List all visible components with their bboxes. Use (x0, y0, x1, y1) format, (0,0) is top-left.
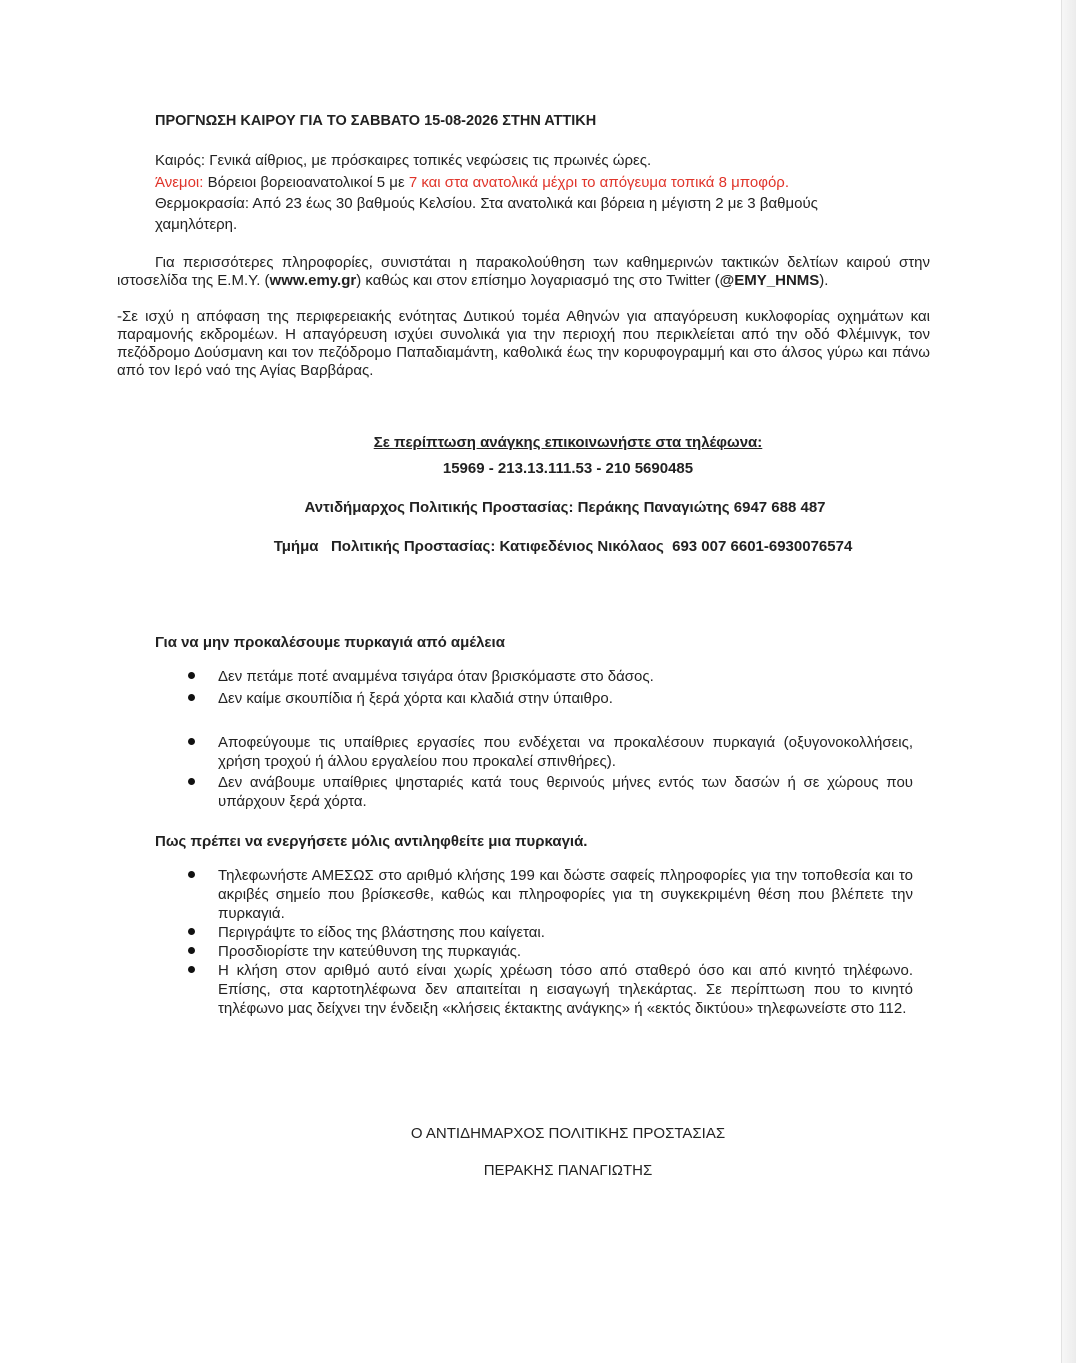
info-text-2: ) καθώς και στον επίσημο λογαριασμό της στο Twitter ( (356, 272, 720, 289)
bullet-icon (188, 947, 195, 954)
prevention-heading: Για να μην προκαλέσουμε πυρκαγιά από αμέλεια (155, 634, 505, 651)
emergency-heading: Σε περίπτωση ανάγκης επικοινωνήστε στα τηλέφωνα: (373, 434, 763, 451)
bullet-icon (188, 966, 195, 973)
action-heading: Πως πρέπει να ενεργήσετε μόλις αντιληφθείτε μια πυρκαγιά. (155, 833, 588, 850)
winds-label: Άνεμοι: (155, 174, 204, 191)
prevention-list-2 (0, 733, 913, 811)
list-item: Δεν ανάβουμε υπαίθριες ψησταριές κατά τους θερινούς μήνες εντός των δασών ή σε χώρους που υπάρχουν ξερά χόρτα. (0, 773, 913, 811)
info-text: Για περισσότερες πληροφορίες, συνιστάται η παρακολούθηση των καθημερινών τακτικών δελτίων καιρού στην ιστοσελίδα της Ε.Μ.Υ. ( (117, 254, 930, 289)
page-edge (1061, 0, 1076, 1363)
page-title: ΠΡΟΓΝΩΣΗ ΚΑΙΡΟΥ ΓΙΑ ΤΟ ΣΑΒΒΑΤΟ 15-08-2026 ΣΤΗΝ ΑΤΤΙΚΗ (155, 113, 597, 129)
bullet-icon (188, 738, 195, 745)
twitter-handle: @EMY_HNMS (719, 272, 820, 289)
list-item: Η κλήση στον αριθμό αυτό είναι χωρίς χρέωση τόσο από σταθερό όσο και από κινητό τηλέφωνο. Επίσης, στα καρτοτηλέφωνα δεν απαιτείται η εισαγωγή τηλεκάρτας. Σε περίπτωση που το κινητό τηλέφωνο μας δείχνει την ένδειξη «κλήσεις έκτακτης ανάγκης» ή «εκτός δικτύου» τηλεφωνείστε στο 112. (0, 961, 913, 1018)
list-item: Δεν καίμε σκουπίδια ή ξερά χόρτα και κλαδιά στην ύπαιθρο. (0, 689, 913, 708)
info-text-3: ). (819, 272, 829, 289)
winds-highlight: 7 και στα ανατολικά μέχρι το απόγευμα τοπικά 8 μποφόρ. (408, 174, 789, 191)
signature-name: ΠΕΡΑΚΗΣ ΠΑΝΑΓΙΩΤΗΣ (483, 1162, 653, 1179)
department-contact: Τμήμα Πολιτικής Προστασίας: Κατιφεδένιος Νικόλαος 693 007 6601-6930076574 (273, 538, 853, 555)
forecast-winds (155, 172, 789, 193)
signature-role: Ο ΑΝΤΙΔΗΜΑΡΧΟΣ ΠΟΛΙΤΙΚΗΣ ΠΡΟΣΤΑΣΙΑΣ (410, 1125, 726, 1142)
bullet-icon (188, 694, 195, 701)
action-list (0, 866, 913, 1018)
bullet-icon (188, 778, 195, 785)
ban-notice: -Σε ισχύ η απόφαση της περιφερειακής ενότητας Δυτικού τομέα Αθηνών για απαγόρευση κυκλοφορίας οχημάτων και παραμονής εκδρομέων. Η απαγόρευση ισχύει συνολικά για την περιοχή που περικλείεται από την οδό Φλέμινγκ, τον πεζόδρομο Δούσμανη και τον πεζόδρομο Παπαδιαμάντη, καθολικά έως την κορυφογραμμή και στο άλσος γύρω και πάνω από τον Ιερό ναό της Αγίας Βαρβάρας. (117, 308, 930, 379)
list-item: Περιγράψτε το είδος της βλάστησης που καίγεται. (0, 923, 913, 942)
list-item: Τηλεφωνήστε ΑΜΕΣΩΣ στο αριθμό κλήσης 199 και δώστε σαφείς πληροφορίες για την τοποθεσία και το ακριβές σημείο που βρίσκεσθε, καθώς και πληροφορίες για τη συγκεκριμένη θέση που βλέπετε την πυρκαγιά. (0, 866, 913, 923)
forecast-temperature: Θερμοκρασία: Από 23 έως 30 βαθμούς Κελσίου. Στα ανατολικά και βόρεια η μέγιστη 2 με 3 βαθμούς (155, 195, 818, 212)
forecast-weather: Καιρός: Γενικά αίθριος, με πρόσκαιρες τοπικές νεφώσεις τις πρωινές ώρες. (155, 152, 652, 169)
emergency-phones: 15969 - 213.13.111.53 - 210 5690485 (442, 460, 694, 477)
info-paragraph (117, 254, 930, 290)
forecast-temperature-cont: χαμηλότερη. (155, 216, 238, 233)
prevention-list-1 (0, 667, 913, 708)
list-item: Προσδιορίστε την κατεύθυνση της πυρκαγιάς. (0, 942, 913, 961)
bullet-icon (188, 672, 195, 679)
deputy-mayor-contact: Αντιδήμαρχος Πολιτικής Προστασίας: Περάκης Παναγιώτης 6947 688 487 (304, 499, 826, 516)
emy-website: www.emy.gr (269, 272, 357, 289)
bullet-icon (188, 871, 195, 878)
list-item: Αποφεύγουμε τις υπαίθριες εργασίες που ενδέχεται να προκαλέσουν πυρκαγιά (οξυγονοκολλήσεις, χρήση τροχού ή άλλου εργαλείου που προκαλεί σπινθήρες). (0, 733, 913, 771)
list-item: Δεν πετάμε ποτέ αναμμένα τσιγάρα όταν βρισκόμαστε στο δάσος. (0, 667, 913, 686)
bullet-icon (188, 928, 195, 935)
winds-text: Βόρειοι βορειοανατολικοί 5 με (203, 174, 409, 191)
